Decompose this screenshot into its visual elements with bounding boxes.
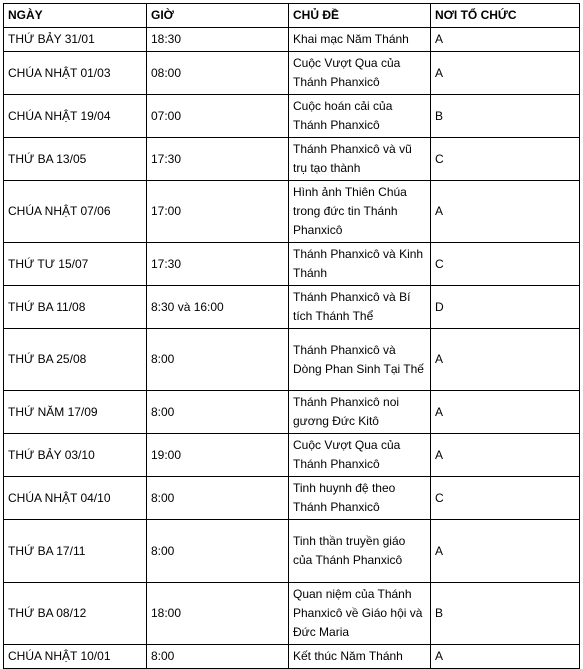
cell-place: C [431, 243, 580, 286]
cell-date: CHÚA NHẬT 01/03 [4, 52, 147, 95]
cell-place: B [431, 583, 580, 645]
table-row [4, 477, 580, 520]
cell-date: THỨ BA 08/12 [4, 583, 147, 645]
cell-date: THỨ NĂM 17/09 [4, 391, 147, 434]
cell-theme: Hình ảnh Thiên Chúa trong đức tin Thánh Phanxicô [289, 181, 431, 243]
table-row [4, 138, 580, 181]
cell-time: 18:00 [147, 583, 289, 645]
cell-time: 17:30 [147, 243, 289, 286]
cell-place: A [431, 28, 580, 52]
cell-place: A [431, 434, 580, 477]
cell-theme: Thánh Phanxicô noi gương Đức Kitô [289, 391, 431, 434]
cell-date: THỨ BẢY 31/01 [4, 28, 147, 52]
table-row [4, 28, 580, 52]
cell-theme: Cuộc Vượt Qua của Thánh Phanxicô [289, 434, 431, 477]
cell-place: A [431, 645, 580, 669]
cell-time: 08:00 [147, 52, 289, 95]
cell-place: A [431, 520, 580, 583]
cell-time: 19:00 [147, 434, 289, 477]
cell-place: D [431, 286, 580, 329]
table-row [4, 52, 580, 95]
cell-date: THỨ BẢY 03/10 [4, 434, 147, 477]
table-row [4, 243, 580, 286]
cell-time: 18:30 [147, 28, 289, 52]
cell-time: 8:00 [147, 329, 289, 391]
schedule-table [3, 3, 580, 669]
cell-theme: Cuộc hoán cải của Thánh Phanxicô [289, 95, 431, 138]
cell-place: B [431, 95, 580, 138]
cell-time: 8:30 và 16:00 [147, 286, 289, 329]
cell-time: 17:30 [147, 138, 289, 181]
cell-date: THỨ BA 11/08 [4, 286, 147, 329]
cell-place: A [431, 52, 580, 95]
cell-theme: Kết thúc Năm Thánh [289, 645, 431, 669]
cell-date: THỨ BA 13/05 [4, 138, 147, 181]
cell-date: CHÚA NHẬT 04/10 [4, 477, 147, 520]
cell-place: A [431, 329, 580, 391]
header-theme: CHỦ ĐỀ [289, 4, 431, 28]
table-row [4, 645, 580, 669]
cell-time: 07:00 [147, 95, 289, 138]
header-time: GIỜ [147, 4, 289, 28]
cell-time: 8:00 [147, 645, 289, 669]
cell-time: 8:00 [147, 520, 289, 583]
table-row [4, 286, 580, 329]
cell-time: 17:00 [147, 181, 289, 243]
cell-theme: Tinh huynh đệ theo Thánh Phanxicô [289, 477, 431, 520]
cell-place: A [431, 181, 580, 243]
table-row [4, 329, 580, 391]
cell-theme: Quan niệm của Thánh Phanxicô về Giáo hội và Đức Maria [289, 583, 431, 645]
table-row [4, 391, 580, 434]
cell-theme: Thánh Phanxicô và Dòng Phan Sinh Tại Thế [289, 329, 431, 391]
cell-theme: Khai mạc Năm Thánh [289, 28, 431, 52]
header-row [4, 4, 580, 28]
cell-date: THỨ BA 17/11 [4, 520, 147, 583]
cell-theme: Tinh thần truyền giáo của Thánh Phanxicô [289, 520, 431, 583]
cell-place: C [431, 138, 580, 181]
table-row [4, 583, 580, 645]
schedule-body [4, 28, 580, 669]
cell-theme: Thánh Phanxicô và vũ trụ tạo thành [289, 138, 431, 181]
cell-time: 8:00 [147, 391, 289, 434]
cell-theme: Thánh Phanxicô và Bí tích Thánh Thể [289, 286, 431, 329]
cell-date: THỨ BA 25/08 [4, 329, 147, 391]
cell-place: A [431, 391, 580, 434]
cell-date: THỨ TƯ 15/07 [4, 243, 147, 286]
cell-theme: Cuộc Vượt Qua của Thánh Phanxicô [289, 52, 431, 95]
table-row [4, 181, 580, 243]
header-date: NGÀY [4, 4, 147, 28]
table-row [4, 434, 580, 477]
cell-theme: Thánh Phanxicô và Kinh Thánh [289, 243, 431, 286]
cell-time: 8:00 [147, 477, 289, 520]
table-row [4, 520, 580, 583]
cell-date: CHÚA NHẬT 07/06 [4, 181, 147, 243]
table-row [4, 95, 580, 138]
cell-date: CHÚA NHẬT 19/04 [4, 95, 147, 138]
cell-place: C [431, 477, 580, 520]
header-place: NƠI TỔ CHỨC [431, 4, 580, 28]
cell-date: CHÚA NHẬT 10/01 [4, 645, 147, 669]
